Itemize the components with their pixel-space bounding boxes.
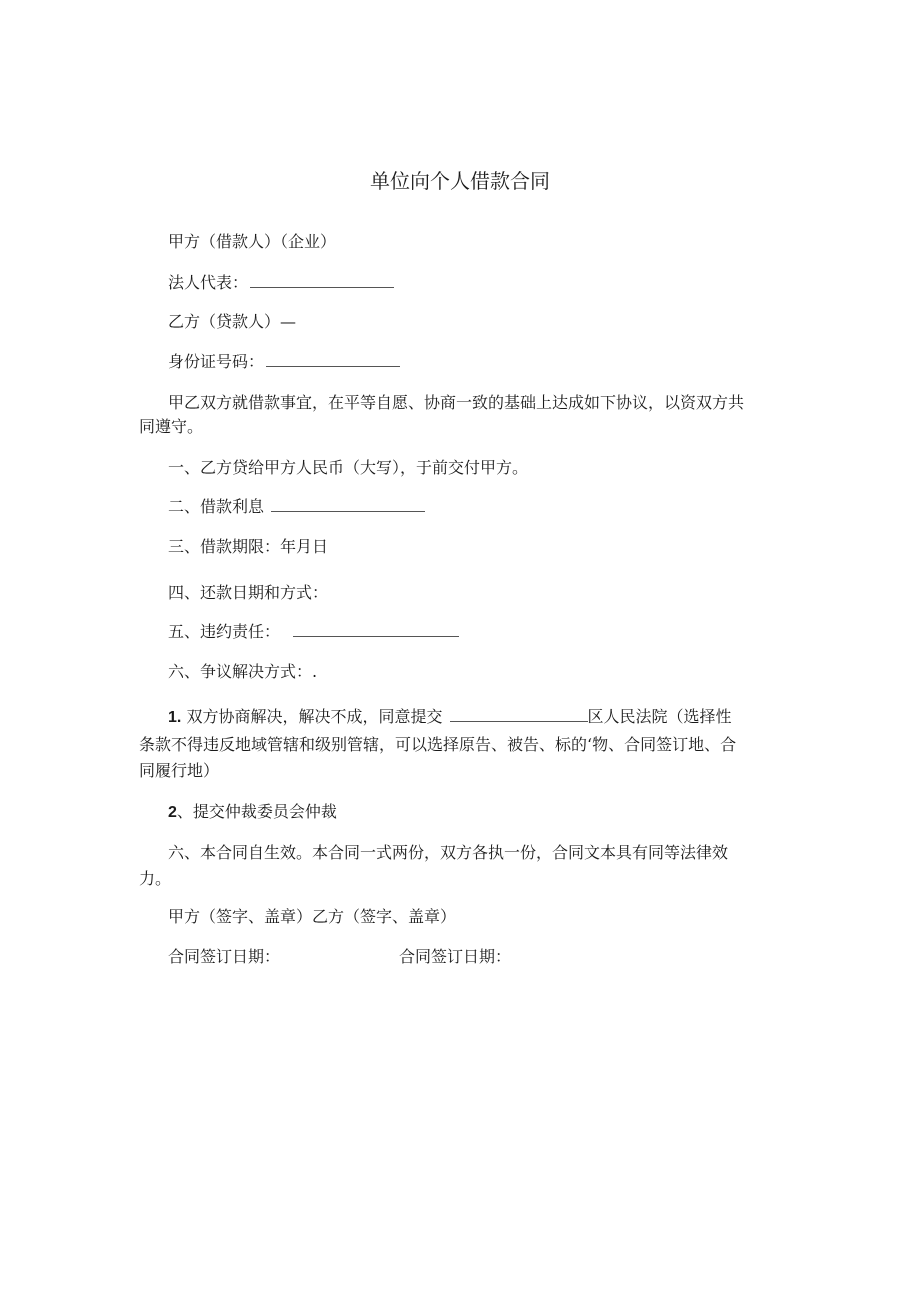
signing-date-a: 合同签订日期：: [168, 947, 281, 966]
sub-clause-1-line-1: [168, 706, 732, 729]
clause-4: 四、还款日期和方式：: [168, 583, 329, 602]
sub-clause-2-text: 、提交仲裁委员会仲裁: [176, 802, 337, 821]
clause-2-label: 二、借款利息: [168, 497, 265, 516]
court-blank[interactable]: [450, 707, 588, 722]
clause-2-line: [168, 496, 425, 518]
legal-rep-label: 法人代表：: [168, 273, 249, 292]
liability-blank[interactable]: [293, 622, 459, 637]
clause-3: 三、借款期限：年月日: [168, 537, 329, 556]
sub-clause-1-line-2: 条款不得违反地域管辖和级别管辖，可以选择原告、被告、标的‘物、合同签订地、合: [139, 735, 737, 754]
document-title: 单位向个人借款合同: [370, 169, 550, 193]
clause-7-line-2: 力。: [139, 869, 172, 888]
signature-line: 甲方（签字、盖章）乙方（签字、盖章）: [168, 907, 457, 926]
party-b-line: 乙方（贷款人）—: [168, 312, 297, 331]
sub-clause-1-line-3: 同履行地）: [139, 761, 220, 780]
party-a-line: 甲方（借款人）（企业）: [168, 232, 337, 251]
intro-line-2: 同遵守。: [139, 417, 204, 436]
legal-rep-line: [168, 272, 394, 294]
clause-1: 一、乙方贷给甲方人民币（大写），于前交付甲方。: [168, 458, 529, 477]
id-number-line: [168, 351, 400, 373]
clause-6: 六、争议解决方式：.: [168, 662, 318, 681]
clause-5-line: [168, 621, 459, 643]
intro-line-1: 甲乙双方就借款事宜，在平等自愿、协商一致的基础上达成如下协议，以资双方共: [168, 393, 745, 412]
sub-clause-1-text-b: 区人民法院（选择性: [587, 707, 732, 726]
sub-clause-1-text-a: 双方协商解决，解决不成，同意提交: [186, 707, 443, 726]
sub-clause-2-number: 2: [168, 804, 177, 821]
id-number-label: 身份证号码：: [168, 352, 265, 371]
clause-7-line-1: 六、本合同自生效。本合同一式两份，双方各执一份，合同文本具有同等法律效: [168, 843, 729, 862]
sub-clause-1-number: 1.: [168, 709, 182, 726]
clause-5-label: 五、违约责任：: [168, 622, 281, 641]
id-number-blank[interactable]: [266, 352, 400, 367]
sub-clause-2: [168, 801, 337, 824]
legal-rep-blank[interactable]: [250, 273, 394, 288]
interest-blank[interactable]: [271, 497, 425, 512]
signing-date-b: 合同签订日期：: [399, 947, 512, 966]
